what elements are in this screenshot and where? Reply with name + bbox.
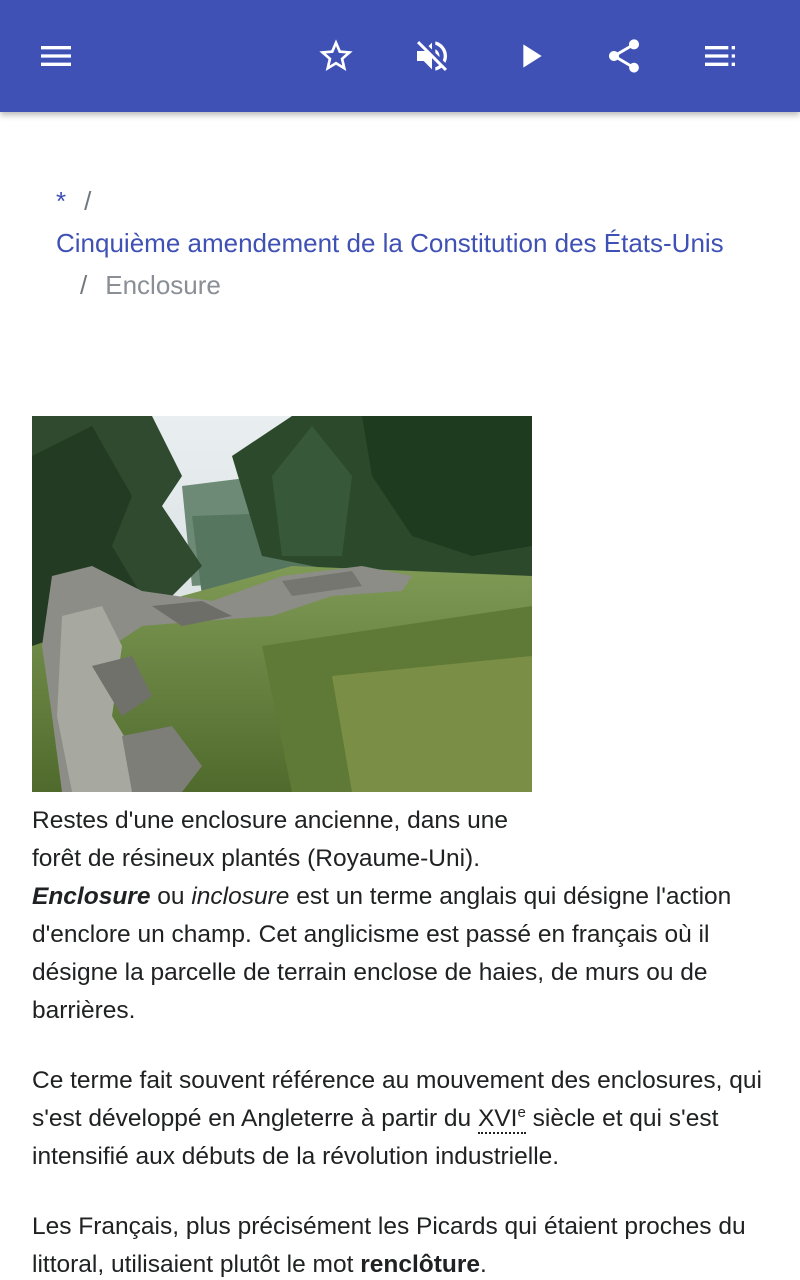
share-button[interactable] <box>596 28 652 84</box>
bold-term: renclôture <box>360 1251 480 1278</box>
breadcrumb-separator: / <box>84 186 92 216</box>
breadcrumb-current: Enclosure <box>105 270 221 300</box>
breadcrumb <box>56 180 746 306</box>
paragraph: Les Français, plus précisément les Picards qui étaient proches du littoral, utilisaient plutôt le mot renclôture. <box>32 1213 746 1278</box>
volume-off-icon <box>412 36 452 76</box>
article-content <box>0 112 800 1280</box>
menu-button[interactable] <box>28 28 84 84</box>
article-image[interactable] <box>32 416 532 792</box>
breadcrumb-separator: / <box>80 270 88 300</box>
bookmark-button[interactable] <box>308 28 364 84</box>
article-term-alt: inclosure <box>191 883 290 910</box>
menu-icon <box>36 36 76 76</box>
article-body <box>32 878 772 1280</box>
breadcrumb-home-link[interactable]: * <box>56 186 67 216</box>
app-toolbar <box>0 0 800 112</box>
paragraph: Ce terme fait souvent référence au mouvement des enclosures, qui s'est développé en Angleterre à partir du XVIe siècle et qui s'est intensifié aux débuts de la révolution industrielle. <box>32 1067 762 1170</box>
article-term: Enclosure <box>32 883 151 910</box>
play-icon <box>510 36 550 76</box>
list-icon <box>700 36 740 76</box>
image-caption: Restes d'une enclosure ancienne, dans une forêt de résineux plantés (Royaume-Uni). <box>32 807 508 872</box>
star-outline-icon <box>316 36 356 76</box>
breadcrumb-parent-link[interactable]: Cinquième amendement de la Constitution des États-Unis <box>56 228 724 258</box>
forest-stone-wall-image <box>32 416 532 792</box>
mute-button[interactable] <box>404 28 460 84</box>
play-button[interactable] <box>502 28 558 84</box>
paragraph: Enclosure ou inclosure est un terme anglais qui désigne l'action d'enclore un champ. Cet anglicisme est passé en français où il désigne la parcelle de terrain enclose de haies, de murs ou de barrières. <box>32 883 732 1024</box>
share-icon <box>604 36 644 76</box>
century-abbr[interactable]: XVIe <box>477 1103 526 1132</box>
contents-button[interactable] <box>692 28 748 84</box>
